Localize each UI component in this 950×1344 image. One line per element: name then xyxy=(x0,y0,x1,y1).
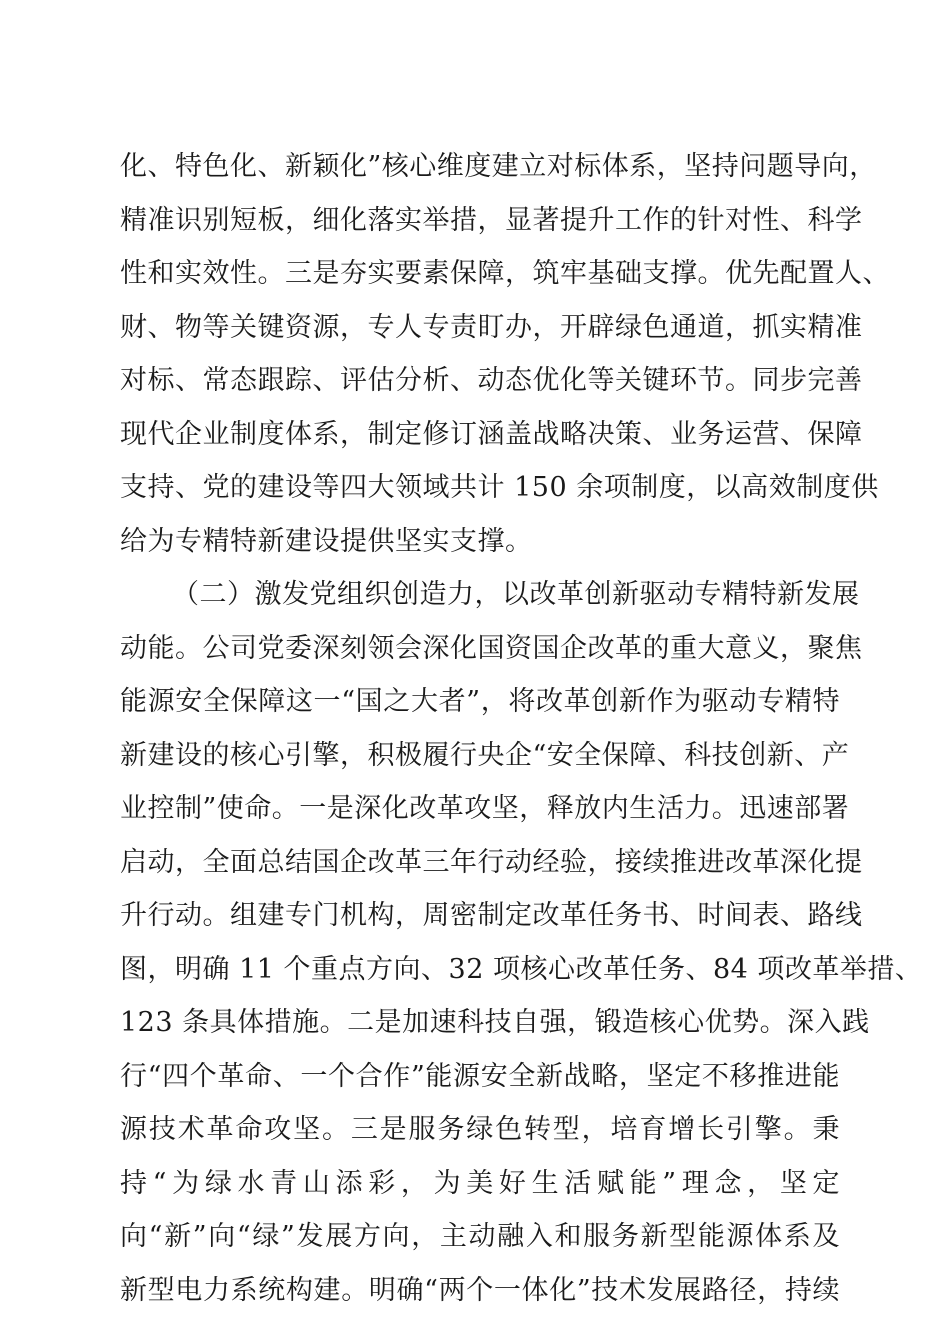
text-line: 现代企业制度体系，制定修订涵盖战略决策、业务运营、保障 xyxy=(120,418,863,450)
text-line: 行“四个革命、一个合作”能源安全新战略，坚定不移推进能 xyxy=(120,1060,840,1092)
text-line: 动能。公司党委深刻领会深化国资国企改革的重大意义，聚焦 xyxy=(120,632,863,664)
text-line: 业控制”使命。一是深化改革攻坚，释放内生活力。迅速部署 xyxy=(120,793,850,824)
text-line: 新型电力系统构建。明确“两个一体化”技术发展路径，持续 xyxy=(120,1274,840,1306)
body-text xyxy=(120,140,923,1317)
text-line: 向“新”向“绿”发展方向，主动融入和服务新型能源体系及 xyxy=(120,1221,840,1252)
text-line: 123 条具体措施。二是加速科技自强，锻造核心优势。深入践 xyxy=(120,1007,870,1038)
text-line: 财、物等关键资源，专人专责盯办，开辟绿色通道，抓实精准 xyxy=(120,311,863,343)
text-line: 精准识别短板，细化落实举措，显著提升工作的针对性、科学 xyxy=(120,204,863,236)
text-line: 新建设的核心引擎，积极履行央企“安全保障、科技创新、产 xyxy=(120,739,850,771)
text-line: 启动，全面总结国企改革三年行动经验，接续推进改革深化提 xyxy=(120,846,863,878)
text-line: 源技术革命攻坚。三是服务绿色转型，培育增长引擎。秉 xyxy=(120,1114,840,1145)
text-line: 图，明确 11 个重点方向、32 项核心改革任务、84 项改革举措、 xyxy=(120,953,923,985)
text-line: 性和实效性。三是夯实要素保障，筑牢基础支撑。优先配置人、 xyxy=(120,258,890,289)
text-line: 升行动。组建专门机构，周密制定改革任务书、时间表、路线 xyxy=(120,900,863,931)
text-line: 化、特色化、新颖化”核心维度建立对标体系，坚持问题导向， xyxy=(120,151,877,182)
text-line: 持“为绿水青山添彩，为美好生活赋能”理念，坚定 xyxy=(120,1167,840,1199)
text-line: （二）激发党组织创造力，以改革创新驱动专精特新发展 xyxy=(172,579,860,610)
text-line: 能源安全保障这一“国之大者”，将改革创新作为驱动专精特 xyxy=(120,686,840,717)
text-line: 对标、常态跟踪、评估分析、动态优化等关键环节。同步完善 xyxy=(120,365,863,396)
text-line: 支持、党的建设等四大领域共计 150 余项制度，以高效制度供 xyxy=(120,472,879,503)
text-line: 给为专精特新建设提供坚实支撑。 xyxy=(120,525,533,557)
